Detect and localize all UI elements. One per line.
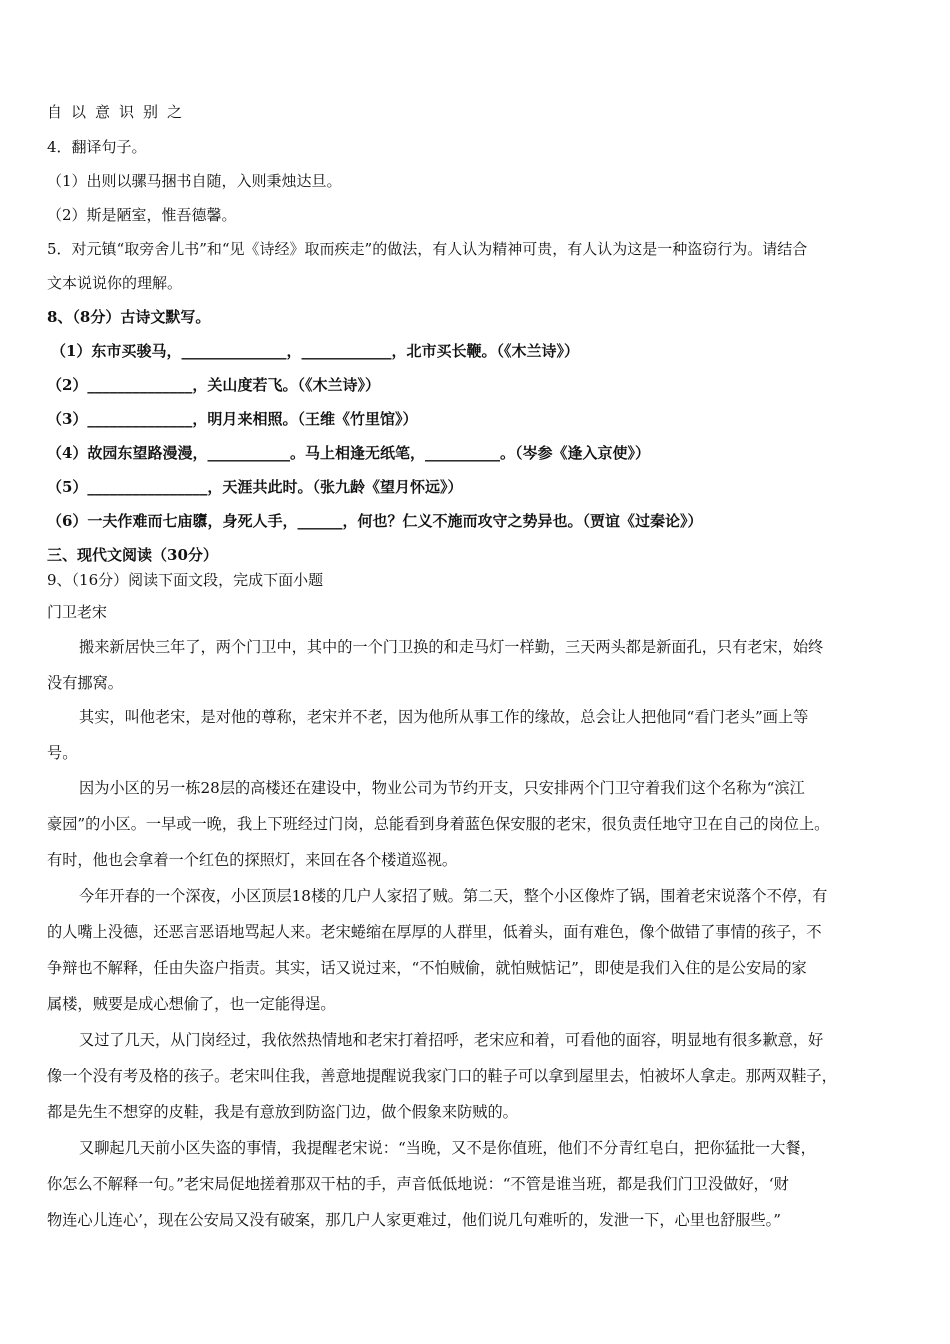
article-line: 物连心儿连心’，现在公安局又没有破案，那几户人家更难过，他们说几句难听的，发泄一下，心里也舒服些。”	[47, 1211, 781, 1229]
article-line: 又过了几天，从门岗经过，我依然热情地和老宋打着招呼，老宋应和着，可看他的面容，明显地有很多歉意，好	[79, 1031, 824, 1049]
q9-prompt: 9、（16分）阅读下面文段，完成下面小题	[47, 571, 324, 589]
fragment-line: 自以意识别之	[47, 103, 192, 121]
article-line: 有时，他也会拿着一个红色的探照灯，来回在各个楼道巡视。	[47, 851, 458, 869]
article-line: 像一个没有考及格的孩子。老宋叫住我，善意地提醒说我家门口的鞋子可以拿到屋里去，怕被坏人拿走。那两双鞋子，	[47, 1067, 837, 1085]
article-line: 都是先生不想穿的皮鞋，我是有意放到防盗门边，做个假象来防贼的。	[47, 1103, 518, 1121]
q8-item: （2）______________，关山度若飞。（《木兰诗》）	[47, 376, 380, 394]
section-heading: 三、现代文阅读（30分）	[47, 546, 218, 564]
article-line: 搬来新居快三年了，两个门卫中，其中的一个门卫换的和走马灯一样勤，三天两头都是新面孔，只有老宋，始终	[79, 638, 824, 656]
article-line: 没有挪窝。	[47, 674, 123, 692]
article-line: 你怎么不解释一句。”老宋局促地搓着那双干枯的手，声音低低地说：“不管是谁当班，都是我们门卫没做好，‘财	[47, 1175, 789, 1193]
q8-item: （5）________________，天涯共此时。（张九龄《望月怀远》）	[47, 478, 463, 496]
article-line: 争辩也不解释，任由失盗户指责。其实，话又说过来，“不怕贼偷，就怕贼惦记”，即使是我们入住的是公安局的家	[47, 959, 807, 977]
q8-title: 8、（8分）古诗文默写。	[47, 308, 211, 326]
article-line: 今年开春的一个深夜，小区顶层18楼的几户人家招了贼。第二天，整个小区像炸了锅，围着老宋说落个不停，有	[79, 887, 828, 905]
article-line: 的人嘴上没德，还恶言恶语地骂起人来。老宋蜷缩在厚厚的人群里，低着头，面有难色，像个做错了事情的孩子，不	[47, 923, 822, 941]
q5-line: 5．对元镇“取旁舍儿书”和“见《诗经》取而疾走”的做法，有人认为精神可贵，有人认为这是一种盗窃行为。请结合	[47, 240, 808, 258]
article-line: 豪园”的小区。一早或一晚，我上下班经过门岗，总能看到身着蓝色保安服的老宋，很负责任地守卫在自己的岗位上。	[47, 815, 830, 833]
article-line: 又聊起几天前小区失盗的事情，我提醒老宋说：“当晚，又不是你值班，他们不分青红皂白，把你猛批一大餐，	[79, 1139, 816, 1157]
article-line: 因为小区的另一栋28层的高楼还在建设中，物业公司为节约开支，只安排两个门卫守着我们这个名称为“滨江	[79, 779, 805, 797]
article-title: 门卫老宋	[47, 603, 108, 621]
q8-item: （1）东市买骏马，______________，____________，北市买长鞭。（《木兰诗》）	[51, 342, 579, 360]
q4-item: （1）出则以骡马捆书自随，入则秉烛达旦。	[47, 172, 342, 190]
q8-item: （4）故园东望路漫漫，___________。马上相逢无纸笔，__________。（岑参《逢入京使》）	[47, 444, 650, 462]
article-line: 其实，叫他老宋，是对他的尊称，老宋并不老，因为他所从事工作的缘故，总会让人把他同“看门老头”画上等	[79, 708, 809, 726]
q8-item: （3）______________，明月来相照。（王维《竹里馆》）	[47, 410, 418, 428]
article-line: 号。	[47, 744, 78, 762]
article-line: 属楼，贼要是成心想偷了，也一定能得逞。	[47, 995, 336, 1013]
q8-item: （6）一夫作难而七庙隳，身死人手，______，何也？仁义不施而攻守之势异也。（贾谊《过秦论》）	[47, 512, 703, 530]
q5-line: 文本说说你的理解。	[47, 274, 183, 292]
q4-title: 4．翻译句子。	[47, 138, 147, 156]
q4-item: （2）斯是陋室，惟吾德馨。	[47, 206, 237, 224]
